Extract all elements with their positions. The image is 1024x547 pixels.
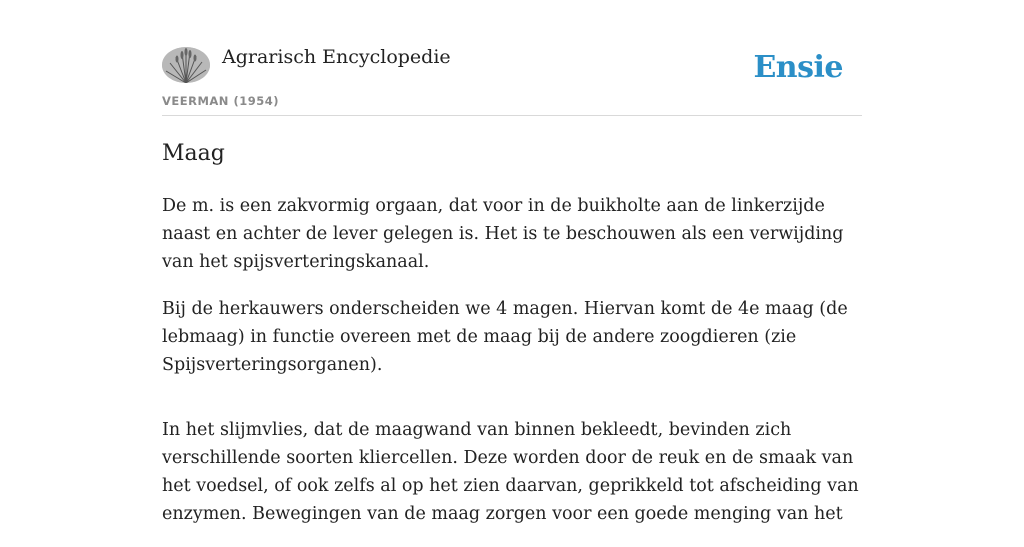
page: [162, 0, 862, 524]
article-title: Maag: [162, 141, 225, 166]
publication-source: VEERMAN (1954): [162, 94, 279, 108]
article-body: [162, 192, 872, 547]
article-paragraph: Bij de herkauwers onderscheiden we 4 magen. Hiervan komt de 4e maag (de lebmaag) in functie overeen met de maag bij de andere zoogdieren (zie Spijsverteringsorganen).: [162, 299, 848, 375]
article-paragraph: De m. is een zakvormig orgaan, dat voor in de buikholte aan de linkerzijde naast en achter de lever gelegen is. Het is te beschouwen als een verwijding van het spijsverteringskanaal.: [162, 196, 844, 272]
ensie-logo[interactable]: Ensie: [753, 50, 843, 85]
wheat-engraving-icon[interactable]: [162, 47, 210, 83]
publication-header: [162, 0, 862, 116]
article-paragraph: In het slijmvlies, dat de maagwand van binnen bekleedt, bevinden zich verschillende soorten kliercellen. Deze worden door de reuk en de smaak van het voedsel, of ook zelfs al op het zien daarvan, geprikkeld tot afscheiding van enzymen. Bewegingen van de maag zorgen voor een goede menging van het: [162, 420, 859, 524]
publication-title[interactable]: Agrarisch Encyclopedie: [222, 46, 451, 68]
